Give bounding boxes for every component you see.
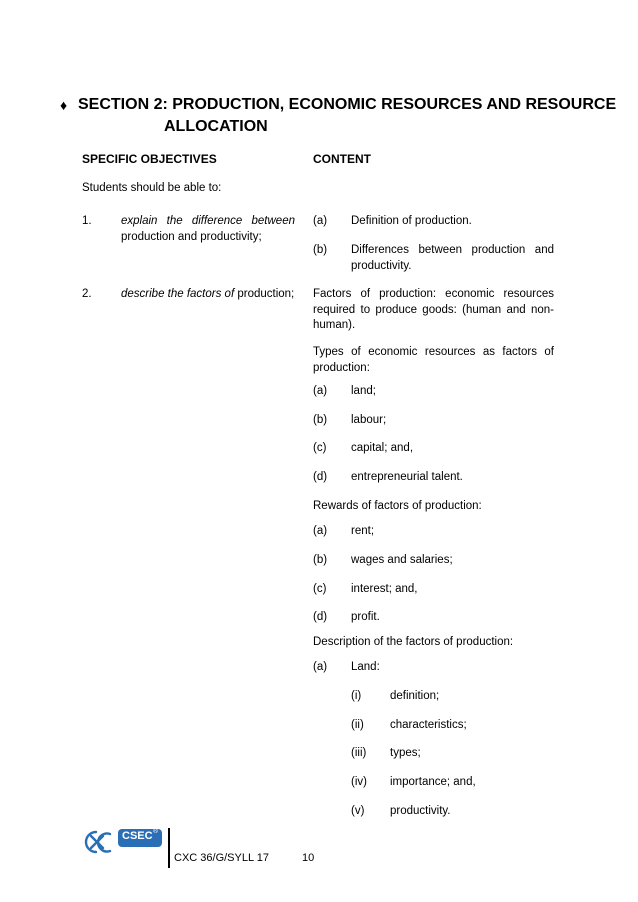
content-heading: CONTENT xyxy=(313,152,371,166)
type-d-label: (d) xyxy=(313,471,328,483)
type-c-text: capital; and, xyxy=(351,442,414,454)
objective-2-plain: production; xyxy=(234,288,295,300)
land-item-ii-label: (ii) xyxy=(351,719,364,731)
page-number: 10 xyxy=(302,852,315,864)
reward-a-label: (a) xyxy=(313,525,328,537)
type-d-text: entrepreneurial talent. xyxy=(351,471,463,483)
factors-paragraph-line-2: required to produce goods: (human and non- xyxy=(313,303,554,316)
factors-paragraph-line-1: Factors of production: economic resources xyxy=(313,288,554,300)
land-item-iii-text: types; xyxy=(390,747,421,759)
reward-a-text: rent; xyxy=(351,525,375,537)
objective-1-text xyxy=(121,214,295,245)
objective-2-italic: describe the factors of xyxy=(121,288,235,300)
types-paragraph-line-1: Types of economic resources as factors of xyxy=(313,346,554,358)
registered-mark: ® xyxy=(153,828,159,835)
description-intro: Description of the factors of production: xyxy=(313,636,514,648)
footer-divider xyxy=(168,828,170,868)
objective-2-text xyxy=(121,287,294,303)
reward-c-text: interest; and, xyxy=(351,583,418,595)
csec-logo-text: CSEC xyxy=(122,830,153,842)
types-paragraph-line-2: production: xyxy=(313,361,370,374)
objective-1-line-2: production and productivity; xyxy=(121,230,262,243)
land-item-iv-text: importance; and, xyxy=(390,776,476,788)
land-item-i-text: definition; xyxy=(390,690,440,702)
type-c-label: (c) xyxy=(313,442,327,454)
content-1a-label: (a) xyxy=(313,215,328,227)
content-1b-line-2: productivity. xyxy=(351,259,412,272)
specific-objectives-heading: SPECIFIC OBJECTIVES xyxy=(82,152,217,166)
land-item-iii-label: (iii) xyxy=(351,747,367,759)
reward-b-label: (b) xyxy=(313,554,328,566)
land-item-iv-label: (iv) xyxy=(351,776,367,788)
diamond-bullet-icon: ♦ xyxy=(60,97,68,113)
intro-text: Students should be able to: xyxy=(82,182,222,194)
land-label: (a) xyxy=(313,661,328,673)
type-b-label: (b) xyxy=(313,414,328,426)
syllabus-code: CXC 36/G/SYLL 17 xyxy=(174,852,269,864)
types-paragraph xyxy=(313,345,554,376)
land-item-v-label: (v) xyxy=(351,805,365,817)
reward-c-label: (c) xyxy=(313,583,327,595)
reward-d-label: (d) xyxy=(313,611,328,623)
land-text: Land: xyxy=(351,661,380,673)
objective-1-line-1: explain the difference between xyxy=(121,215,295,227)
content-1a-text: Definition of production. xyxy=(351,215,472,227)
cxc-logo xyxy=(80,824,164,860)
objective-2-number: 2. xyxy=(82,288,92,300)
section-title-line-1: SECTION 2: PRODUCTION, ECONOMIC RESOURCES AND RESOURCE xyxy=(78,96,617,113)
content-1b-label: (b) xyxy=(313,244,328,256)
reward-b-text: wages and salaries; xyxy=(351,554,453,566)
objective-1-number: 1. xyxy=(82,215,92,227)
type-a-label: (a) xyxy=(313,385,328,397)
type-a-text: land; xyxy=(351,385,376,397)
rewards-intro: Rewards of factors of production: xyxy=(313,500,482,512)
factors-paragraph-line-3: human). xyxy=(313,319,356,331)
section-title-line-2: ALLOCATION xyxy=(164,118,268,135)
land-item-i-label: (i) xyxy=(351,690,362,702)
type-b-text: labour; xyxy=(351,414,387,426)
land-item-ii-text: characteristics; xyxy=(390,719,467,731)
land-item-v-text: productivity. xyxy=(390,805,451,817)
reward-d-text: profit. xyxy=(351,611,380,623)
content-1b-text xyxy=(351,243,554,274)
content-1b-line-1: Differences between production and xyxy=(351,244,554,256)
factors-paragraph xyxy=(313,287,554,334)
